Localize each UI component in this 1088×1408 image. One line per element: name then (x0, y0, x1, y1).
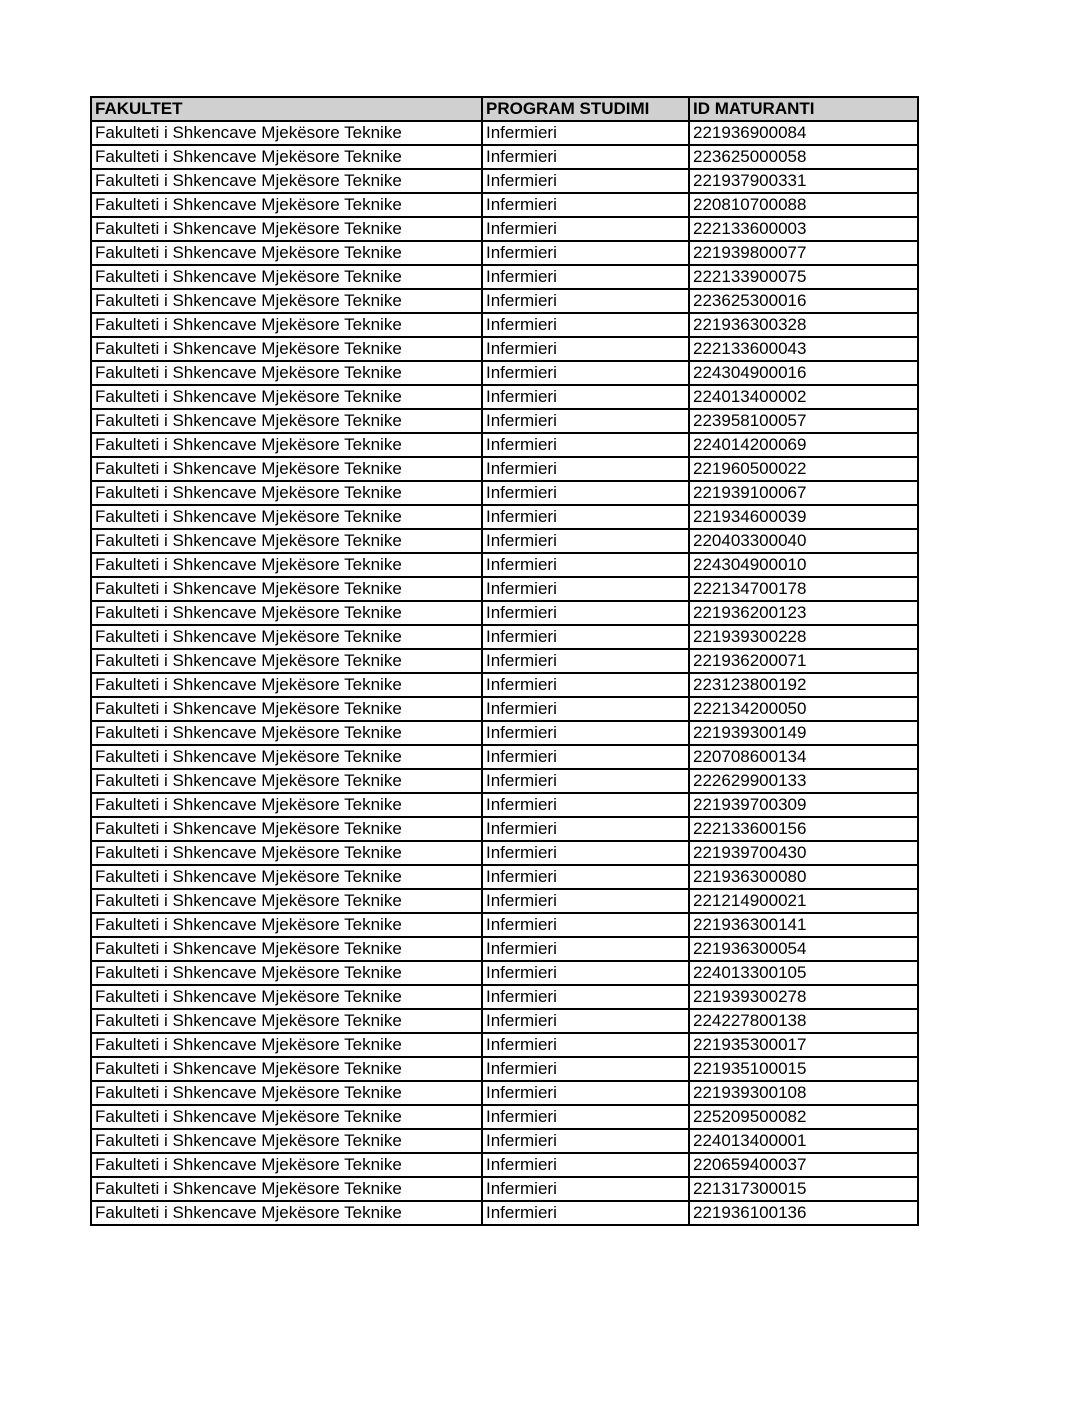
cell-id-maturanti: 221935100015 (689, 1057, 918, 1081)
cell-id-maturanti: 222133600003 (689, 217, 918, 241)
table-row (91, 553, 918, 577)
cell-id-maturanti: 224013300105 (689, 961, 918, 985)
cell-program-studimi: Infermieri (482, 721, 689, 745)
cell-id-maturanti: 221317300015 (689, 1177, 918, 1201)
cell-id-maturanti: 223123800192 (689, 673, 918, 697)
cell-id-maturanti: 221939300108 (689, 1081, 918, 1105)
cell-fakultet: Fakulteti i Shkencave Mjekësore Teknike (91, 913, 482, 937)
cell-program-studimi: Infermieri (482, 1129, 689, 1153)
cell-fakultet: Fakulteti i Shkencave Mjekësore Teknike (91, 529, 482, 553)
cell-fakultet: Fakulteti i Shkencave Mjekësore Teknike (91, 1153, 482, 1177)
cell-program-studimi: Infermieri (482, 289, 689, 313)
cell-id-maturanti: 223625000058 (689, 145, 918, 169)
table-row (91, 697, 918, 721)
cell-id-maturanti: 221939100067 (689, 481, 918, 505)
cell-program-studimi: Infermieri (482, 409, 689, 433)
cell-program-studimi: Infermieri (482, 433, 689, 457)
cell-id-maturanti: 224304900010 (689, 553, 918, 577)
cell-id-maturanti: 221939300278 (689, 985, 918, 1009)
cell-id-maturanti: 220659400037 (689, 1153, 918, 1177)
table-row (91, 1129, 918, 1153)
table-row (91, 673, 918, 697)
table-row (91, 289, 918, 313)
table-row (91, 121, 918, 145)
cell-id-maturanti: 221939700430 (689, 841, 918, 865)
cell-program-studimi: Infermieri (482, 121, 689, 145)
cell-id-maturanti: 224304900016 (689, 361, 918, 385)
cell-program-studimi: Infermieri (482, 673, 689, 697)
cell-fakultet: Fakulteti i Shkencave Mjekësore Teknike (91, 889, 482, 913)
cell-fakultet: Fakulteti i Shkencave Mjekësore Teknike (91, 937, 482, 961)
table-row (91, 193, 918, 217)
table-row (91, 1201, 918, 1225)
cell-program-studimi: Infermieri (482, 1153, 689, 1177)
cell-fakultet: Fakulteti i Shkencave Mjekësore Teknike (91, 193, 482, 217)
cell-fakultet: Fakulteti i Shkencave Mjekësore Teknike (91, 289, 482, 313)
cell-fakultet: Fakulteti i Shkencave Mjekësore Teknike (91, 313, 482, 337)
cell-id-maturanti: 222629900133 (689, 769, 918, 793)
cell-program-studimi: Infermieri (482, 385, 689, 409)
cell-id-maturanti: 221960500022 (689, 457, 918, 481)
cell-fakultet: Fakulteti i Shkencave Mjekësore Teknike (91, 793, 482, 817)
cell-program-studimi: Infermieri (482, 745, 689, 769)
cell-id-maturanti: 224227800138 (689, 1009, 918, 1033)
cell-id-maturanti: 223958100057 (689, 409, 918, 433)
cell-id-maturanti: 221934600039 (689, 505, 918, 529)
cell-fakultet: Fakulteti i Shkencave Mjekësore Teknike (91, 1201, 482, 1225)
table-row (91, 265, 918, 289)
table-row (91, 625, 918, 649)
cell-id-maturanti: 222134200050 (689, 697, 918, 721)
cell-program-studimi: Infermieri (482, 889, 689, 913)
cell-fakultet: Fakulteti i Shkencave Mjekësore Teknike (91, 433, 482, 457)
cell-fakultet: Fakulteti i Shkencave Mjekësore Teknike (91, 505, 482, 529)
cell-program-studimi: Infermieri (482, 313, 689, 337)
cell-id-maturanti: 221939700309 (689, 793, 918, 817)
cell-id-maturanti: 221936300328 (689, 313, 918, 337)
table-row (91, 1057, 918, 1081)
table-row (91, 1033, 918, 1057)
table-row (91, 1081, 918, 1105)
cell-program-studimi: Infermieri (482, 625, 689, 649)
cell-id-maturanti: 222133600043 (689, 337, 918, 361)
cell-id-maturanti: 221939300228 (689, 625, 918, 649)
cell-fakultet: Fakulteti i Shkencave Mjekësore Teknike (91, 361, 482, 385)
cell-program-studimi: Infermieri (482, 265, 689, 289)
cell-id-maturanti: 224013400001 (689, 1129, 918, 1153)
cell-id-maturanti: 223625300016 (689, 289, 918, 313)
cell-program-studimi: Infermieri (482, 769, 689, 793)
cell-program-studimi: Infermieri (482, 1081, 689, 1105)
table-row (91, 1153, 918, 1177)
cell-program-studimi: Infermieri (482, 481, 689, 505)
cell-program-studimi: Infermieri (482, 529, 689, 553)
cell-id-maturanti: 221939800077 (689, 241, 918, 265)
cell-program-studimi: Infermieri (482, 337, 689, 361)
cell-id-maturanti: 224013400002 (689, 385, 918, 409)
cell-fakultet: Fakulteti i Shkencave Mjekësore Teknike (91, 841, 482, 865)
table-row (91, 169, 918, 193)
table-row (91, 889, 918, 913)
table-row (91, 505, 918, 529)
cell-fakultet: Fakulteti i Shkencave Mjekësore Teknike (91, 121, 482, 145)
cell-fakultet: Fakulteti i Shkencave Mjekësore Teknike (91, 1129, 482, 1153)
student-table (90, 96, 919, 1226)
cell-program-studimi: Infermieri (482, 601, 689, 625)
cell-program-studimi: Infermieri (482, 361, 689, 385)
cell-fakultet: Fakulteti i Shkencave Mjekësore Teknike (91, 817, 482, 841)
cell-program-studimi: Infermieri (482, 241, 689, 265)
cell-fakultet: Fakulteti i Shkencave Mjekësore Teknike (91, 217, 482, 241)
cell-fakultet: Fakulteti i Shkencave Mjekësore Teknike (91, 145, 482, 169)
cell-program-studimi: Infermieri (482, 697, 689, 721)
table-row (91, 865, 918, 889)
cell-program-studimi: Infermieri (482, 1105, 689, 1129)
cell-program-studimi: Infermieri (482, 145, 689, 169)
cell-fakultet: Fakulteti i Shkencave Mjekësore Teknike (91, 1081, 482, 1105)
table-row (91, 385, 918, 409)
cell-program-studimi: Infermieri (482, 193, 689, 217)
table-row (91, 313, 918, 337)
cell-id-maturanti: 224014200069 (689, 433, 918, 457)
cell-program-studimi: Infermieri (482, 1201, 689, 1225)
table-row (91, 481, 918, 505)
cell-fakultet: Fakulteti i Shkencave Mjekësore Teknike (91, 721, 482, 745)
table-row (91, 1105, 918, 1129)
cell-fakultet: Fakulteti i Shkencave Mjekësore Teknike (91, 1057, 482, 1081)
cell-program-studimi: Infermieri (482, 841, 689, 865)
table-row (91, 217, 918, 241)
cell-id-maturanti: 222134700178 (689, 577, 918, 601)
table-row (91, 985, 918, 1009)
cell-fakultet: Fakulteti i Shkencave Mjekësore Teknike (91, 649, 482, 673)
cell-id-maturanti: 221936200071 (689, 649, 918, 673)
cell-fakultet: Fakulteti i Shkencave Mjekësore Teknike (91, 601, 482, 625)
cell-fakultet: Fakulteti i Shkencave Mjekësore Teknike (91, 1033, 482, 1057)
cell-fakultet: Fakulteti i Shkencave Mjekësore Teknike (91, 1177, 482, 1201)
cell-program-studimi: Infermieri (482, 817, 689, 841)
cell-fakultet: Fakulteti i Shkencave Mjekësore Teknike (91, 337, 482, 361)
cell-program-studimi: Infermieri (482, 1177, 689, 1201)
cell-id-maturanti: 221937900331 (689, 169, 918, 193)
cell-fakultet: Fakulteti i Shkencave Mjekësore Teknike (91, 481, 482, 505)
cell-program-studimi: Infermieri (482, 937, 689, 961)
cell-fakultet: Fakulteti i Shkencave Mjekësore Teknike (91, 865, 482, 889)
table-row (91, 769, 918, 793)
cell-fakultet: Fakulteti i Shkencave Mjekësore Teknike (91, 745, 482, 769)
table-row (91, 937, 918, 961)
cell-program-studimi: Infermieri (482, 457, 689, 481)
cell-program-studimi: Infermieri (482, 505, 689, 529)
table-row (91, 793, 918, 817)
header-fakultet: FAKULTET (91, 97, 482, 121)
cell-id-maturanti: 221214900021 (689, 889, 918, 913)
cell-fakultet: Fakulteti i Shkencave Mjekësore Teknike (91, 1105, 482, 1129)
cell-fakultet: Fakulteti i Shkencave Mjekësore Teknike (91, 673, 482, 697)
cell-id-maturanti: 220708600134 (689, 745, 918, 769)
table-row (91, 457, 918, 481)
table-row (91, 241, 918, 265)
table-row (91, 337, 918, 361)
cell-id-maturanti: 220810700088 (689, 193, 918, 217)
cell-id-maturanti: 221936300054 (689, 937, 918, 961)
cell-id-maturanti: 225209500082 (689, 1105, 918, 1129)
cell-id-maturanti: 221936300080 (689, 865, 918, 889)
cell-fakultet: Fakulteti i Shkencave Mjekësore Teknike (91, 265, 482, 289)
cell-program-studimi: Infermieri (482, 793, 689, 817)
cell-id-maturanti: 221936100136 (689, 1201, 918, 1225)
table-row (91, 433, 918, 457)
cell-id-maturanti: 221935300017 (689, 1033, 918, 1057)
cell-fakultet: Fakulteti i Shkencave Mjekësore Teknike (91, 241, 482, 265)
table-row (91, 529, 918, 553)
table-row (91, 1009, 918, 1033)
cell-fakultet: Fakulteti i Shkencave Mjekësore Teknike (91, 1009, 482, 1033)
table-row (91, 649, 918, 673)
cell-fakultet: Fakulteti i Shkencave Mjekësore Teknike (91, 625, 482, 649)
table-row (91, 145, 918, 169)
cell-fakultet: Fakulteti i Shkencave Mjekësore Teknike (91, 553, 482, 577)
header-id-maturanti: ID MATURANTI (689, 97, 918, 121)
table-row (91, 961, 918, 985)
cell-program-studimi: Infermieri (482, 649, 689, 673)
document-page (90, 96, 917, 1226)
cell-id-maturanti: 221939300149 (689, 721, 918, 745)
cell-program-studimi: Infermieri (482, 865, 689, 889)
cell-fakultet: Fakulteti i Shkencave Mjekësore Teknike (91, 457, 482, 481)
cell-id-maturanti: 222133900075 (689, 265, 918, 289)
cell-program-studimi: Infermieri (482, 985, 689, 1009)
cell-program-studimi: Infermieri (482, 577, 689, 601)
table-row (91, 841, 918, 865)
cell-id-maturanti: 221936200123 (689, 601, 918, 625)
cell-program-studimi: Infermieri (482, 913, 689, 937)
table-row (91, 409, 918, 433)
cell-program-studimi: Infermieri (482, 1009, 689, 1033)
cell-fakultet: Fakulteti i Shkencave Mjekësore Teknike (91, 409, 482, 433)
cell-program-studimi: Infermieri (482, 1033, 689, 1057)
table-row (91, 577, 918, 601)
table-row (91, 601, 918, 625)
cell-id-maturanti: 222133600156 (689, 817, 918, 841)
cell-id-maturanti: 220403300040 (689, 529, 918, 553)
cell-fakultet: Fakulteti i Shkencave Mjekësore Teknike (91, 697, 482, 721)
header-row (91, 97, 918, 121)
cell-program-studimi: Infermieri (482, 217, 689, 241)
cell-id-maturanti: 221936300141 (689, 913, 918, 937)
table-header (91, 97, 918, 121)
table-body (91, 121, 918, 1225)
header-program-studimi: PROGRAM STUDIMI (482, 97, 689, 121)
cell-fakultet: Fakulteti i Shkencave Mjekësore Teknike (91, 985, 482, 1009)
cell-program-studimi: Infermieri (482, 961, 689, 985)
cell-fakultet: Fakulteti i Shkencave Mjekësore Teknike (91, 169, 482, 193)
table-row (91, 361, 918, 385)
table-row (91, 913, 918, 937)
table-row (91, 1177, 918, 1201)
table-row (91, 817, 918, 841)
cell-fakultet: Fakulteti i Shkencave Mjekësore Teknike (91, 577, 482, 601)
cell-program-studimi: Infermieri (482, 1057, 689, 1081)
cell-id-maturanti: 221936900084 (689, 121, 918, 145)
cell-fakultet: Fakulteti i Shkencave Mjekësore Teknike (91, 769, 482, 793)
cell-program-studimi: Infermieri (482, 169, 689, 193)
cell-fakultet: Fakulteti i Shkencave Mjekësore Teknike (91, 385, 482, 409)
cell-program-studimi: Infermieri (482, 553, 689, 577)
cell-fakultet: Fakulteti i Shkencave Mjekësore Teknike (91, 961, 482, 985)
table-row (91, 745, 918, 769)
table-row (91, 721, 918, 745)
